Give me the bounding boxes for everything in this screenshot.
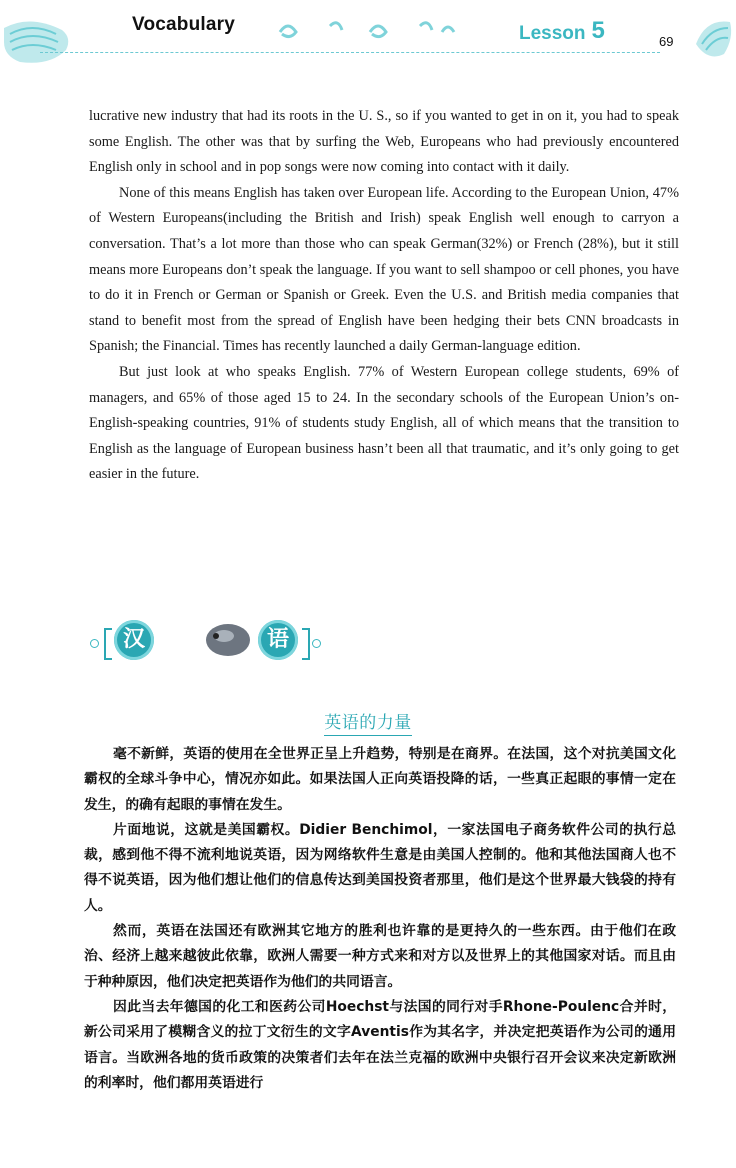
english-paragraph: None of this means English has taken over European life. According to the European Union, 47% of Western Europeans(including the British and Irish) speak English well enough to carryon a conversation. That’s a lot more than those who can speak German(32%) or French (28%), but it still means more Europeans don’t speak the language. If you want to sell shampoo or cell phones, you have to do it in French or German or Spanish or Greek. Even the U.S. and British media companies that stand to benefit most from the spread of English have been hedging their bets CNN broadcasts in Spanish; the Financial. Times has recently launched a daily German-language edition. [89, 184, 679, 355]
english-paragraph: But just look at who speaks English. 77% of Western European college students, 69% of managers, and 65% of those aged 15 to 24. In the secondary schools of the European Union’s on-English-speaking countries, 91% of students study English, all of which means that the transition to English as the language of European business hasn’t been all that traumatic, and it’s only going to get easier in the future. [89, 363, 679, 483]
chinese-paragraph: 因此当去年德国的化工和医药公司Hoechst与法国的同行对手Rhone-Poulenc合并时，新公司采用了模糊含义的拉丁文衍生的文字Aventis作为其名字，并决定把英语作为公司的通用语言。当欧洲各地的货币政策的决策者们去年在法兰克福的欧洲中央银行召开会议来决定新欧洲的利率时，他们都用英语进行 [84, 998, 676, 1091]
banner-circle [90, 639, 99, 648]
lesson-label: Lesson 5 [519, 17, 605, 44]
chinese-title: 英语的力量 [0, 708, 736, 733]
english-text [89, 104, 679, 488]
fish-icon [202, 618, 254, 662]
page-number: 69 [659, 34, 674, 49]
banner-bracket-left [104, 628, 112, 660]
banner-bracket-right [302, 628, 310, 660]
seashell-decoration-icon [690, 14, 736, 64]
page-header [0, 0, 736, 80]
header-divider [40, 52, 660, 53]
banner-badge-context: 语境 [258, 620, 298, 660]
chinese-context-banner [90, 612, 360, 692]
chinese-text [84, 742, 676, 1096]
section-title: Vocabulary [132, 14, 236, 35]
banner-badge-chinese: 汉语 [114, 620, 154, 660]
chinese-paragraph: 片面地说，这就是美国霸权。Didier Benchimol，一家法国电子商务软件公司的执行总裁，感到他不得不流利地说英语，因为网络软件生意是由美国人控制的。他和其他法国商人也不得不说英语，因为他们想让他们的信息传达到美国投资者那里，他们是这个世界最大钱袋的持有人。 [84, 821, 676, 914]
lesson-number: 5 [591, 17, 605, 44]
english-paragraph: lucrative new industry that had its roots in the U. S., so if you wanted to get in on it, you had to speak some English. The other was that by surfing the Web, Europeans who had previously encountered English only in school and in pop songs were now coming into contact with it daily. [89, 108, 679, 176]
chinese-paragraph: 然而，英语在法国还有欧洲其它地方的胜利也许靠的是更持久的一些东西。由于他们在政治、经济上越来越彼此依靠，欧洲人需要一种方式来和对方以及世界上的其他国家对话。而且由于种种原因，他们决定把英语作为他们的共同语言。 [84, 923, 676, 990]
waves-decoration-icon [270, 14, 470, 44]
chinese-paragraph: 毫不新鲜，英语的使用在全世界正呈上升趋势，特别是在商界。在法国，这个对抗美国文化霸权的全球斗争中心，情况亦如此。如果法国人正向英语投降的话，一些真正起眼的事情一定在发生，的确有起眼的事情在发生。 [84, 746, 676, 813]
seashell-decoration-icon [0, 8, 80, 78]
banner-circle [312, 639, 321, 648]
